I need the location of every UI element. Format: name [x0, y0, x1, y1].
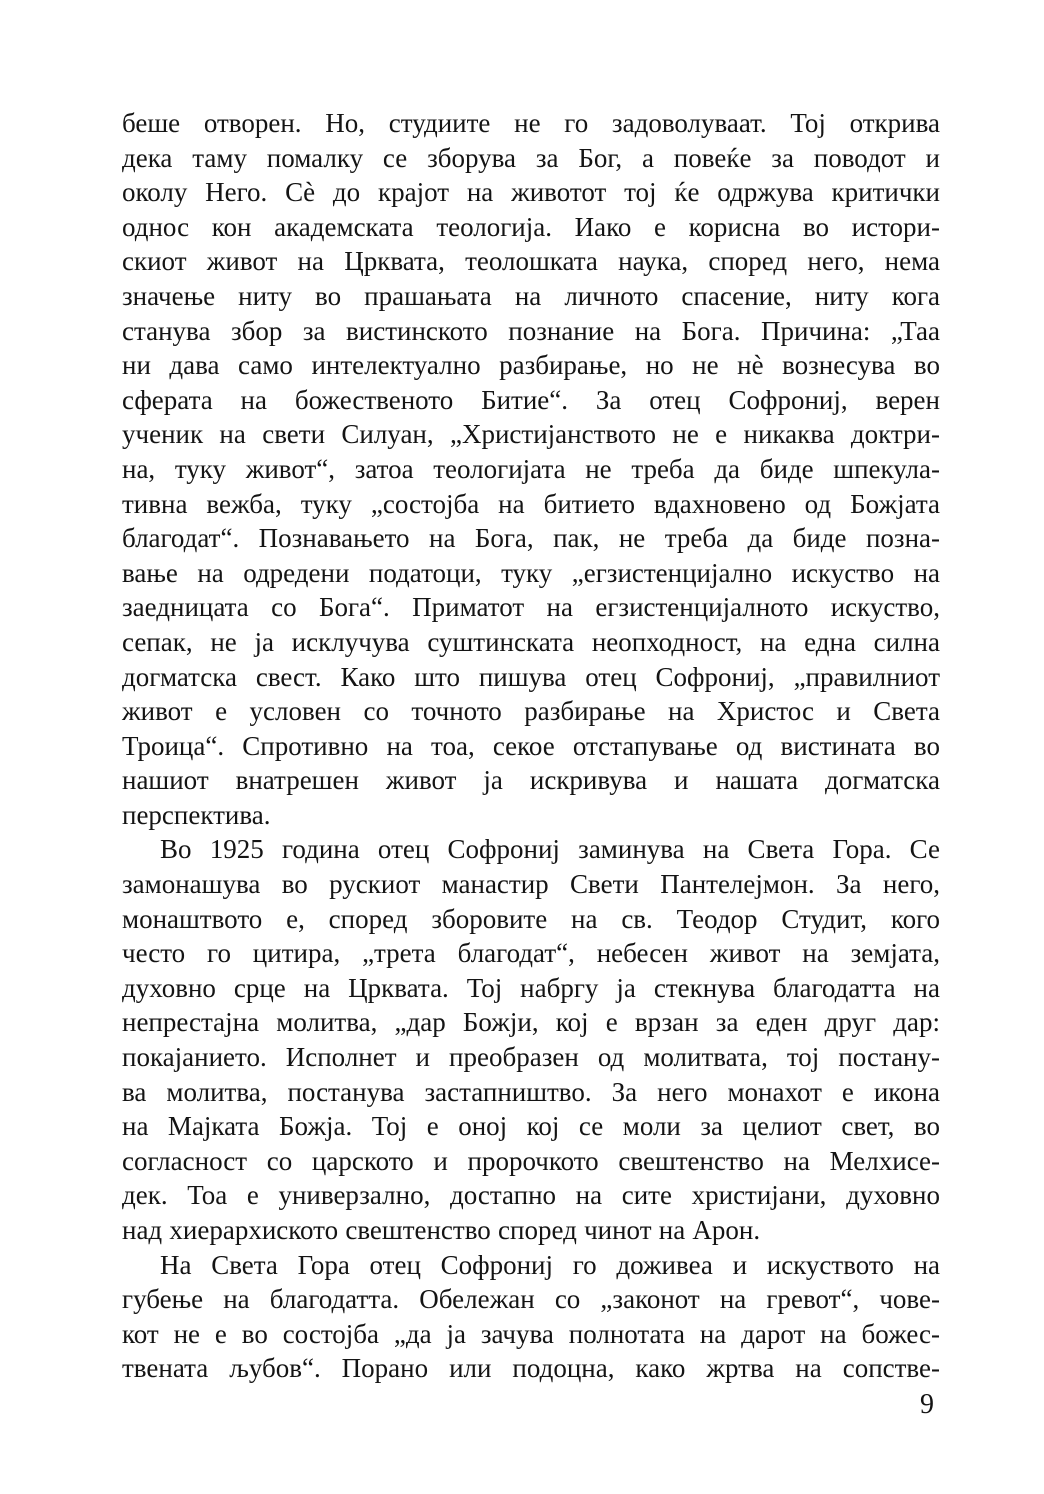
text-line: кот не е во состојба „да ја зачува полнотата на дарот на божес-: [122, 1318, 940, 1349]
text-line: догматска свест. Како што пишува отец Софрониј, „правилниот: [122, 661, 940, 692]
text-line: твената љубов“. Порано или подоцна, како жртва на сопстве-: [122, 1353, 940, 1384]
text-line: нашиот внатрешен живот ја искривува и нашата догматска: [122, 765, 940, 796]
page-number: 9: [920, 1389, 934, 1420]
text-line: непрестајна молитва, „дар Божји, кој е врзан за еден друг дар:: [122, 1007, 940, 1038]
text-line: скиот живот на Црквата, теолошката наука, според него, нема: [122, 246, 940, 277]
text-line: сферата на божественото Битие“. За отец Софрониј, верен: [122, 384, 940, 415]
text-line: благодат“. Познавањето на Бога, пак, не треба да биде позна-: [122, 523, 940, 554]
paragraph: [122, 832, 940, 1247]
text-line: Во 1925 година отец Софрониј заминува на Света Гора. Се: [160, 834, 940, 865]
text-line: живот е условен со точното разбирање на Христос и Света: [122, 696, 940, 727]
text-line: заедницата со Бога“. Приматот на егзистенцијалното искуство,: [122, 592, 940, 623]
text-line: замонашува во рускиот манастир Свети Пантелејмон. За него,: [122, 869, 940, 900]
paragraph: [122, 1248, 940, 1386]
text-line: сепак, не ја исклучува суштинската неопходност, на една силна: [122, 626, 940, 657]
text-line: согласност со царското и пророчкото свештенство на Мелхисе-: [122, 1145, 940, 1176]
text-line: дека таму помалку се зборува за Бог, а повеќе за поводот и: [122, 142, 940, 173]
text-line: духовно срце на Црквата. Тој набргу ја стекнува благодатта на: [122, 972, 940, 1003]
text-line: вање на одредени податоци, туку „егзистенцијално искуство на: [122, 557, 940, 588]
text-line: перспектива.: [122, 799, 271, 830]
text-line: беше отворен. Но, студиите не го задоволуваат. Тој открива: [122, 108, 940, 138]
text-line: над хиерархиското свештенство според чинот на Арон.: [122, 1215, 761, 1245]
text-line: дек. Тоа е универзално, достапно на сите христијани, духовно: [122, 1180, 940, 1211]
text-line: значење ниту во прашањата на личното спасение, ниту кога: [122, 280, 940, 311]
paragraph: [122, 106, 940, 832]
text-line: монаштвото е, според зборовите на св. Теодор Студит, кого: [122, 903, 940, 934]
text-line: тивна вежба, туку „состојба на битието вдахновено од Божјата: [122, 488, 940, 519]
text-line: однос кон академската теологија. Иако е корисна во истори-: [122, 211, 940, 242]
text-line: Троица“. Спротивно на тоа, секое отстапување од вистината во: [122, 730, 940, 761]
text-line: на Мајката Божја. Тој е оној кој се моли за целиот свет, во: [122, 1111, 940, 1142]
text-line: станува збор за вистинското познание на Бога. Причина: „Таа: [122, 315, 940, 346]
text-line: ни дава само интелектуално разбирање, но не нè вознесува во: [122, 350, 940, 381]
text-line: ученик на свети Силуан, „Христијанството не е никаква доктри-: [122, 419, 940, 450]
text-column: [122, 106, 940, 1386]
text-line: на, туку живот“, затоа теологијата не треба да биде шпекула-: [122, 453, 940, 484]
text-line: често го цитира, „трета благодат“, небесен живот на земјата,: [122, 938, 940, 969]
text-line: околу Него. Сè до крајот на животот тој ќе одржува критички: [122, 177, 940, 208]
text-line: покајанието. Исполнет и преобразен од молитвата, тој постану-: [122, 1042, 940, 1073]
text-line: губење на благодатта. Обележан со „законот на гревот“, чове-: [122, 1284, 940, 1315]
text-line: На Света Гора отец Софрониј го доживеа и искуството на: [160, 1249, 940, 1280]
text-line: ва молитва, постанува застапништво. За него монахот е икона: [122, 1076, 940, 1107]
